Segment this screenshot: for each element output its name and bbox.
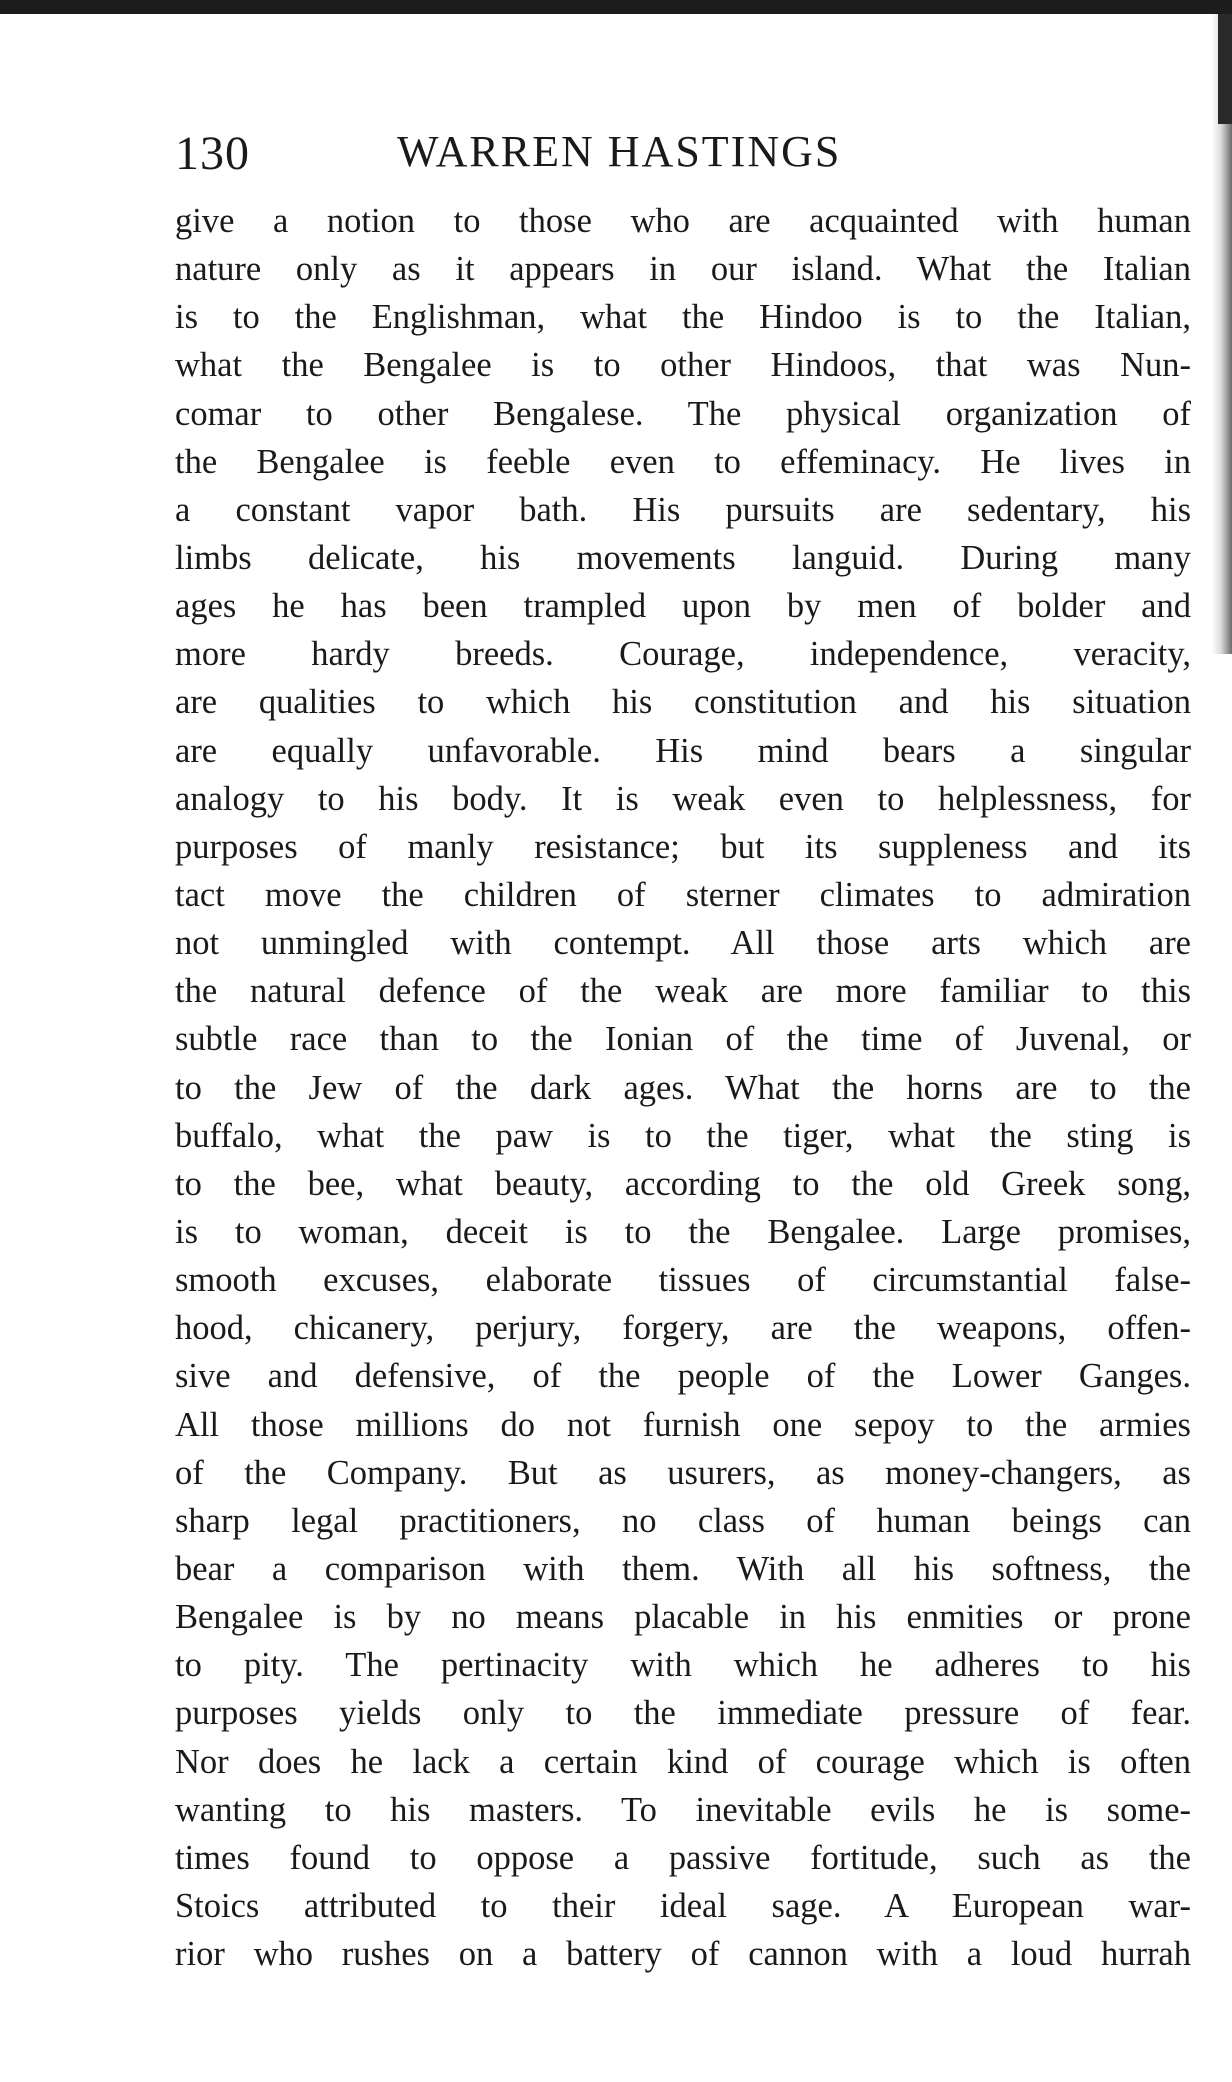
- text-line: a constant vapor bath. His pursuits are sedentary, his: [175, 490, 1191, 529]
- running-head: [175, 120, 1215, 190]
- text-line: give a notion to those who are acquainted with human: [175, 202, 1191, 240]
- text-line: sive and defensive, of the people of the Lower Ganges.: [175, 1357, 1191, 1396]
- text-line: times found to oppose a passive fortitude, such as the: [175, 1838, 1191, 1877]
- page-number: 130: [175, 127, 250, 180]
- text-line: not unmingled with contempt. All those arts which are: [175, 924, 1191, 963]
- page-edge-mark: [1218, 14, 1232, 124]
- text-line: Nor does he lack a certain kind of courage which is often: [175, 1742, 1191, 1781]
- text-line: is to the Englishman, what the Hindoo is to the Italian,: [175, 298, 1191, 337]
- text-line: sharp legal practitioners, no class of human beings can: [175, 1501, 1191, 1540]
- text-line: rior who rushes on a battery of cannon with a loud hurrah: [175, 1935, 1191, 1974]
- text-line: purposes of manly resistance; but its suppleness and its: [175, 827, 1191, 866]
- text-line: more hardy breeds. Courage, independence, veracity,: [175, 635, 1191, 674]
- page-title: WARREN HASTINGS: [397, 127, 842, 176]
- text-line: nature only as it appears in our island. What the Italian: [175, 250, 1191, 289]
- text-line: subtle race than to the Ionian of the time of Juvenal, or: [175, 1020, 1191, 1059]
- text-line: smooth excuses, elaborate tissues of circumstantial false-: [175, 1261, 1191, 1300]
- text-line: the Bengalee is feeble even to effeminacy. He lives in: [175, 442, 1191, 481]
- body-paragraph: [175, 197, 1191, 1978]
- text-line: buffalo, what the paw is to the tiger, what the sting is: [175, 1116, 1191, 1155]
- text-line: Stoics attributed to their ideal sage. A European war-: [175, 1886, 1191, 1925]
- text-line: analogy to his body. It is weak even to helplessness, for: [175, 779, 1191, 818]
- text-line: to the bee, what beauty, according to the old Greek song,: [175, 1164, 1191, 1203]
- text-line: to the Jew of the dark ages. What the horns are to the: [175, 1068, 1191, 1107]
- text-line: to pity. The pertinacity with which he adheres to his: [175, 1646, 1191, 1685]
- text-line: are qualities to which his constitution and his situation: [175, 683, 1191, 722]
- text-line: limbs delicate, his movements languid. During many: [175, 538, 1191, 577]
- text-line: purposes yields only to the immediate pressure of fear.: [175, 1694, 1191, 1733]
- text-line: bear a comparison with them. With all his softness, the: [175, 1549, 1191, 1588]
- text-line: hood, chicanery, perjury, forgery, are the weapons, offen-: [175, 1309, 1191, 1348]
- top-border-rule: [0, 0, 1232, 14]
- text-line: what the Bengalee is to other Hindoos, that was Nun-: [175, 346, 1191, 385]
- text-line: wanting to his masters. To inevitable evils he is some-: [175, 1790, 1191, 1829]
- text-line: Bengalee is by no means placable in his enmities or prone: [175, 1598, 1191, 1637]
- text-line: the natural defence of the weak are more familiar to this: [175, 972, 1191, 1011]
- text-line: ages he has been trampled upon by men of bolder and: [175, 587, 1191, 626]
- text-line: tact move the children of sterner climates to admiration: [175, 875, 1191, 914]
- text-line: All those millions do not furnish one sepoy to the armies: [175, 1405, 1191, 1444]
- text-line: are equally unfavorable. His mind bears a singular: [175, 731, 1191, 770]
- text-line: comar to other Bengalese. The physical organization of: [175, 394, 1191, 433]
- text-line: is to woman, deceit is to the Bengalee. Large promises,: [175, 1212, 1191, 1251]
- text-line: of the Company. But as usurers, as money-changers, as: [175, 1453, 1191, 1492]
